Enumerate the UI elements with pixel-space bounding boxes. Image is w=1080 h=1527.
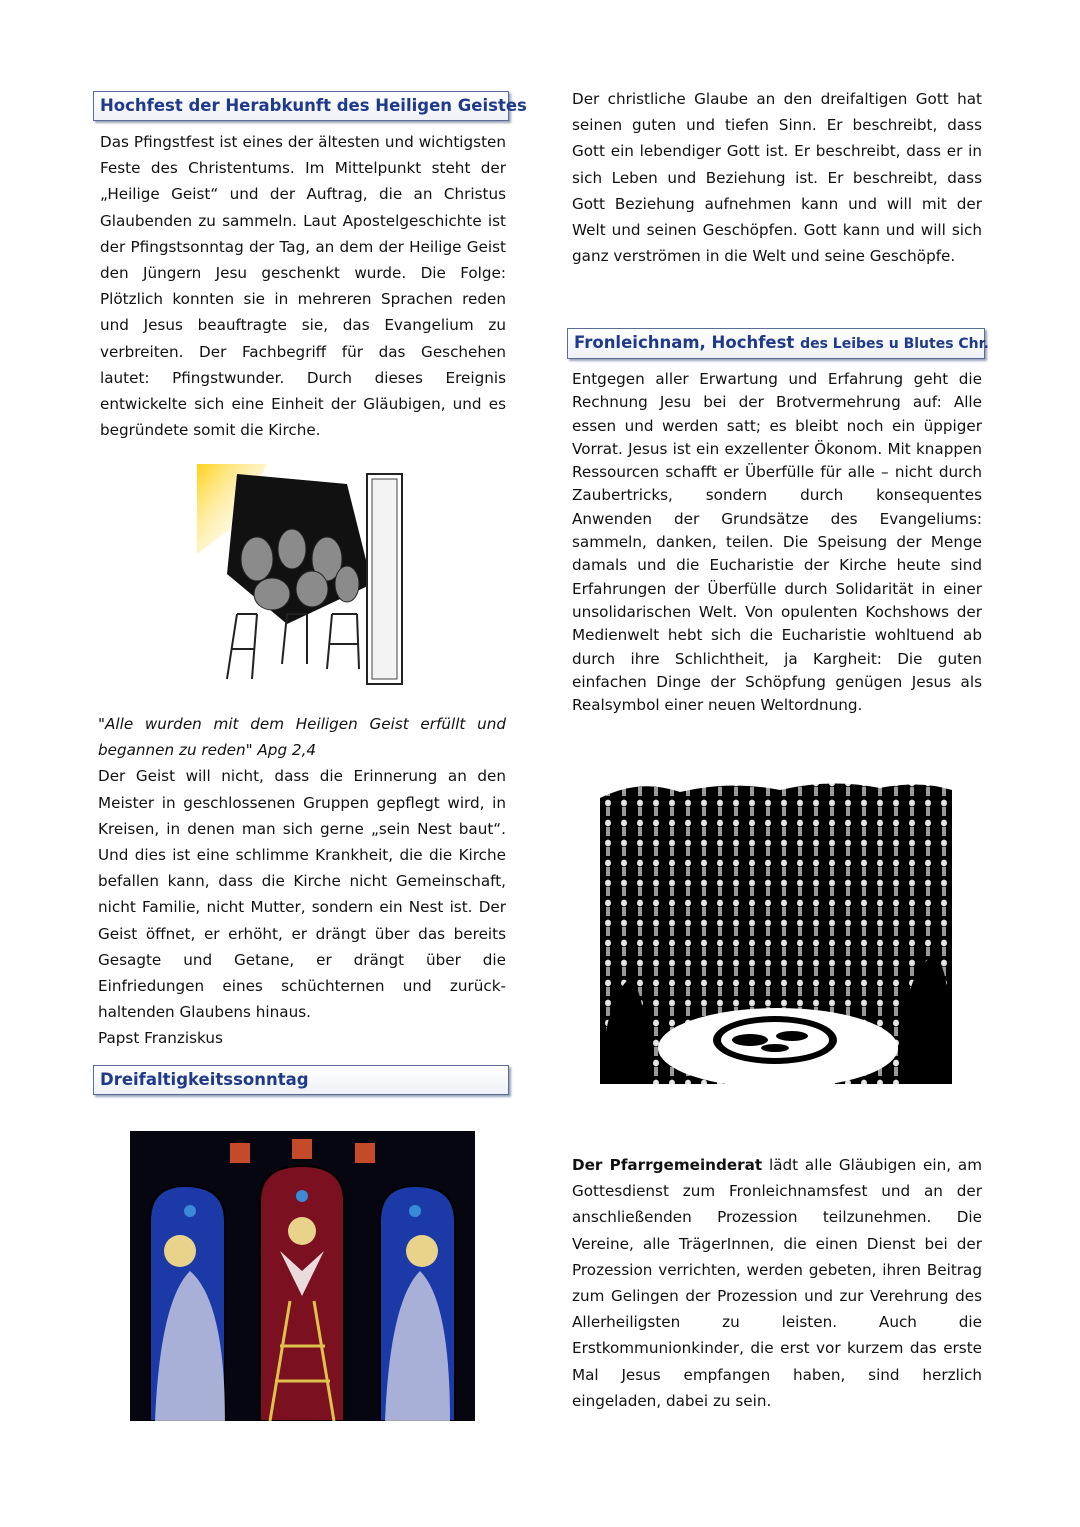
parish-council-text: lädt alle Gläubigen ein, am Gottesdienst zum Fronleichnamsfest und an der anschließenden Prozession teilzunehmen. Die Vereine, alle TrägerInnen, die einen Dienst bei der Prozession verrichten, werden gebeten, ihren Beitrag zum Gelingen der Prozession und zur Verehrung des Allerheiligsten zu leisten. Auch die Erstkommunionkinder, die erst vor kurzem das erste Mal Jesus empfangen haben, sind herzlich eingeladen, dabei zu sein. — [572, 1156, 982, 1410]
crowd-loaves-and-fishes-illustration — [600, 778, 952, 1084]
quote-author: Papst Franziskus — [98, 1029, 223, 1048]
corpus-christi-paragraph: Entgegen aller Erwartung und Erfahrung geht die Rechnung Jesu bei der Brotvermehrung auf: Alle essen und werden satt; es bleibt noch ein üppiger Vorrat. Jesus ist ein exzellenter Ökonom. Mit knappen Ressourcen schafft er Überfülle für alle – nicht durch Zaubertricks, sondern durch konsequentes Anwenden der Grundsätze des Evangeliums: sammeln, danken, teilen. Die Speisung der Menge damals und die Eucharistie der Kirche heute sind Erfahrungen der Überfülle durch Solidarität in einer unsolidarischen Welt. Von opulenten Kochshows der Medienwelt hebt sich die Eucharistie wohltuend ab durch ihre Schlichtheit, ja Kargheit: Die guten einfachen Dinge der Schöpfung genügen Jesus als Realsymbol einer neuen Weltordnung. — [572, 370, 982, 715]
pentecost-illustration — [197, 464, 405, 690]
heading-corpus-christi — [567, 328, 989, 359]
heading-corpus-christi-sub: des Leibes u Blutes Chr. — [800, 336, 989, 352]
heading-corpus-christi-main: Fronleichnam, Hochfest — [574, 333, 795, 352]
parish-council-label: Der Pfarrgemeinderat — [572, 1156, 763, 1174]
pope-quote-paragraph: Der Geist will nicht, dass die Erinnerung an den Meister in geschlossenen Gruppen gepflegt wird, in Kreisen, in denen man sich gerne „sein Nest baut“. Und dies ist eine schlimme Krankheit, die die Kirche befallen kann, dass die Kirche nicht Gemeinschaft, nicht Familie, nicht Mutter, sondern ein Nest ist. Der Geist öffnet, er erhöht, er drängt über das bereits Gesagte und Getane, er drängt über die Einfriedungen eines schüchternen und zurück-haltenden Glaubens hinaus. — [98, 767, 506, 1022]
heading-pentecost-label: Hochfest der Herabkunft des Heiligen Geistes — [100, 96, 527, 115]
parish-council-paragraph — [572, 1152, 982, 1414]
pentecost-paragraph: Das Pfingstfest ist eines der ältesten und wichtigsten Feste des Christentums. Im Mittelpunkt steht der „Heilige Geist“ und der Auftrag, die an Christus Glaubenden zu sammeln. Laut Apostelgeschichte ist der Pfingstsonntag der Tag, an dem der Heilige Geist den Jüngern Jesu geschenkt wurde. Die Folge: Plötzlich konnten sie in mehreren Sprachen reden und Jesus beauftragte sie, das Evangelium zu verbreiten. Der Fachbegriff für das Geschehen lautet: Pfingstwunder. Durch dieses Ereignis entwickelte sich eine Einheit der Gläubigen, und es begründete somit die Kirche. — [100, 133, 506, 440]
heading-pentecost — [93, 91, 527, 121]
pentecost-quote: "Alle wurden mit dem Heiligen Geist erfüllt und begannen zu reden" Apg 2,4 — [98, 715, 506, 760]
heading-trinity-label: Dreifaltigkeitssonntag — [100, 1070, 309, 1089]
trinity-paragraph: Der christliche Glaube an den dreifaltigen Gott hat seinen guten und tiefen Sinn. Er beschreibt, dass Gott ein lebendiger Gott ist. Er beschreibt, dass er in sich Leben und Beziehung ist. Er beschreibt, dass Gott Beziehung aufnehmen kann und will mit der Welt und seinen Geschöpfen. Gott kann und will sich ganz verströmen in die Welt und seine Geschöpfe. — [572, 90, 982, 266]
heading-trinity — [93, 1065, 509, 1095]
stained-glass-window-image — [130, 1131, 475, 1421]
pentecost-quote-block — [98, 711, 506, 1052]
